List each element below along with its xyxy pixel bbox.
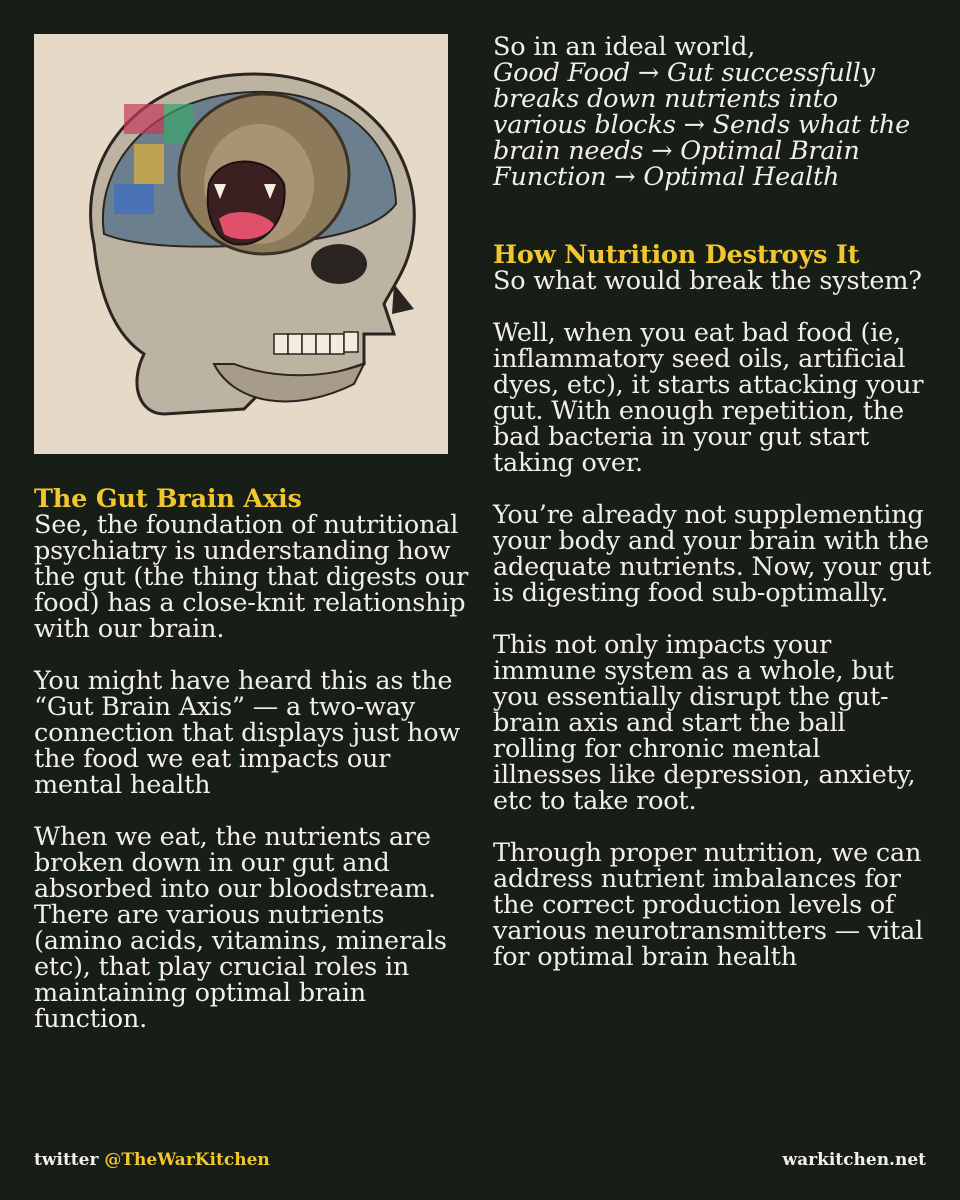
destroys-paragraph-1: So what would break the system? [493,266,922,296]
axis-paragraph-1: See, the foundation of nutritional psychiatry is understanding how the gut (the thing that digests our food) has a close-knit relationship with our brain. [34,510,469,644]
twitter-credit [34,1150,270,1170]
axis-paragraph-3: When we eat, the nutrients are broken down in our gut and absorbed into our bloodstream. There are various nutrients (amino acids, vitamins, minerals etc), that play crucial roles in maintaining optimal brain function. [34,822,447,1034]
axis-heading: The Gut Brain Axis [34,484,302,514]
axis-paragraph-2: You might have heard this as the “Gut Brain Axis” — a two-way connection that displays just how the food we eat impacts our mental health [34,666,460,800]
destroys-heading: How Nutrition Destroys It [493,240,860,270]
destroys-paragraph-5: Through proper nutrition, we can address nutrient imbalances for the correct production levels of various neurotransmitters — vital for optimal brain health [493,838,924,972]
right-column [493,34,933,996]
destroys-paragraph-2: Well, when you eat bad food (ie, inflammatory seed oils, artificial dyes, etc), it starts attacking your gut. With enough repetition, the bad bacteria in your gut start taking over. [493,318,924,478]
left-column [34,486,474,1058]
ideal-intro: So in an ideal world, [493,32,756,62]
website-link[interactable]: warkitchen.net [782,1150,926,1170]
twitter-handle-link[interactable]: @TheWarKitchen [104,1150,270,1170]
ideal-chain: Good Food → Gut successfully breaks down nutrients into various blocks → Sends what the brain needs → Optimal Brain Function → Optimal Health [493,58,911,192]
twitter-label: twitter [34,1150,99,1170]
destroys-paragraph-4: This not only impacts your immune system as a whole, but you essentially disrupt the gut-brain axis and start the ball rolling for chronic mental illnesses like depression, anxiety, etc to take root. [493,630,916,816]
destroys-paragraph-3: You’re already not supplementing your body and your brain with the adequate nutrients. Now, your gut is digesting food sub-optimally. [493,500,932,608]
skull-lion-illustration [34,34,448,454]
